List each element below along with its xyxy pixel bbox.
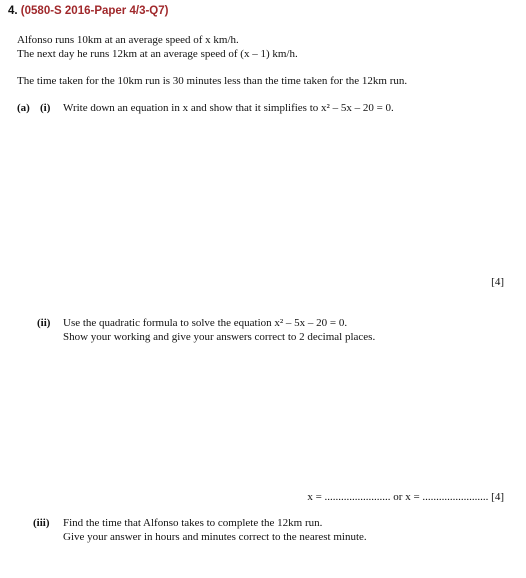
part-a-ii-answer-row — [307, 491, 504, 503]
part-a-label: (a) — [17, 102, 30, 114]
question-reference: (0580-S 2016-Paper 4/3-Q7) — [20, 5, 169, 17]
part-a-i-marks: [4] — [491, 276, 504, 288]
part-a-i-label: (i) — [40, 102, 51, 114]
part-a-ii-line-1: Use the quadratic formula to solve the equation x² – 5x – 20 = 0. — [63, 317, 348, 329]
part-a-iii-label: (iii) — [33, 517, 50, 529]
part-a-iii-line-1: Find the time that Alfonso takes to complete the 12km run. — [63, 517, 323, 529]
intro-line-2: The next day he runs 12km at an average speed of (x – 1) km/h. — [17, 48, 298, 60]
part-a-ii-line-2: Show your working and give your answers correct to 2 decimal places. — [63, 331, 376, 343]
part-a-iii-line-2: Give your answer in hours and minutes correct to the nearest minute. — [63, 531, 367, 543]
part-a-ii-answer-line[interactable]: x = ........................ or x = ........................ — [307, 491, 489, 503]
part-a-i-text: Write down an equation in x and show that it simplifies to x² – 5x – 20 = 0. — [63, 102, 394, 114]
question-header — [8, 5, 168, 17]
intro-line-1: Alfonso runs 10km at an average speed of x km/h. — [17, 34, 239, 46]
question-number: 4. — [8, 5, 18, 17]
part-a-ii-marks: [4] — [491, 491, 504, 503]
part-a-ii-label: (ii) — [37, 317, 51, 329]
intro-line-3: The time taken for the 10km run is 30 minutes less than the time taken for the 12km run. — [17, 75, 408, 87]
